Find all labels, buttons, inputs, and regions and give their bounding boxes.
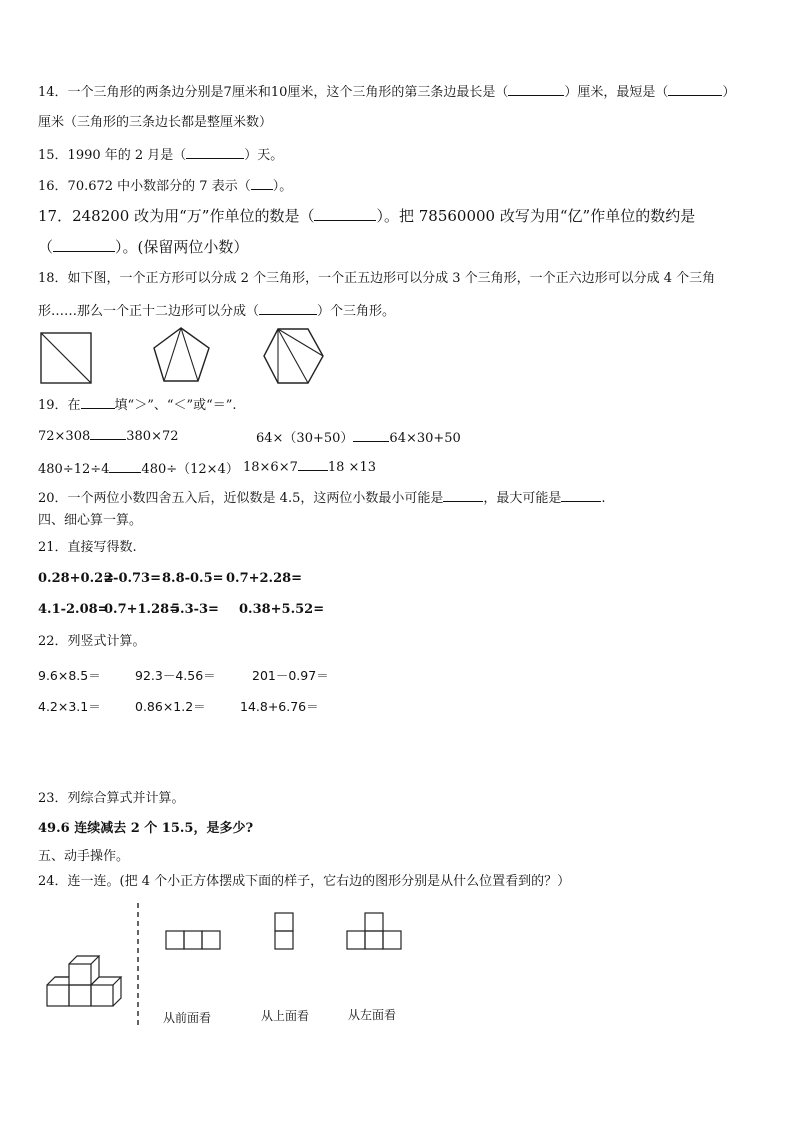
q14-blank-min[interactable]: [668, 83, 722, 96]
label-front-view[interactable]: 从前面看: [163, 1011, 212, 1025]
q14-line2: 厘米（三角形的三条边长都是整厘米数）: [38, 115, 273, 130]
left-view-figure[interactable]: [345, 911, 403, 951]
q19-item-1: 72×308 380×72: [38, 429, 179, 444]
q22-item[interactable]: 4.2×3.1＝: [38, 699, 101, 714]
square-divided-figure: [38, 330, 98, 388]
q19-blank-4[interactable]: [298, 458, 328, 471]
hexagon-divided-figure: [262, 326, 326, 388]
q23-title: 23．列综合算式并计算。: [38, 791, 185, 806]
q24-title: 24．连一连。(把 4 个小正方体摆成下面的样子，它右边的图形分别是从什么位置看到的？）: [38, 874, 571, 889]
q21-item[interactable]: 0.38+5.52=: [239, 602, 325, 617]
q21-item[interactable]: 0.7+2.28=: [226, 571, 303, 586]
q19-blank-1[interactable]: [90, 427, 126, 440]
q15-blank[interactable]: [186, 146, 244, 159]
q15: 15．1990 年的 2 月是（ ）天。: [38, 148, 284, 163]
q17-blank-yi[interactable]: [53, 239, 115, 252]
q17-blank-wan[interactable]: [314, 208, 376, 221]
q14-line1: 14．一个三角形的两条边分别是7厘米和10厘米，这个三角形的第三条边最长是（ ）厘米，最短是（ ）: [38, 85, 736, 100]
q23-problem: 49.6 连续减去 2 个 15.5，是多少?: [38, 821, 254, 836]
q21-item[interactable]: 8.8-0.5=: [162, 571, 224, 586]
q17-line2: （ ）。(保留两位小数）: [38, 238, 249, 256]
q21-title: 21．直接写得数.: [38, 540, 137, 555]
q19-blank-3[interactable]: [109, 460, 141, 473]
q18-line1: 18．如下图，一个正方形可以分成 2 个三角形，一个正五边形可以分成 3 个三角形，一个正六边形可以分成 4 个三角: [38, 271, 716, 286]
q21-item[interactable]: 0.28+0.2=: [38, 571, 115, 586]
q19-title-blank: [81, 396, 115, 409]
q19-title: 19．在 填“＞”、“＜”或“＝”.: [38, 398, 237, 413]
q22-item[interactable]: 14.8+6.76＝: [240, 699, 319, 714]
q20-blank-max[interactable]: [561, 489, 601, 502]
top-view-figure[interactable]: [273, 911, 295, 951]
q19-blank-2[interactable]: [353, 429, 389, 442]
q19-item-2: 64×（30+50） 64×30+50: [256, 431, 461, 446]
q20-blank-min[interactable]: [443, 489, 483, 502]
q18-blank[interactable]: [259, 302, 317, 315]
q14-blank-max[interactable]: [508, 83, 564, 96]
q22-item[interactable]: 0.86×1.2＝: [135, 699, 206, 714]
q22-item[interactable]: 201－0.97＝: [252, 668, 329, 683]
q19-item-4: 18×6×7 18 ×13: [243, 460, 376, 475]
label-top-view[interactable]: 从上面看: [261, 1009, 310, 1023]
q19-item-3: 480÷12÷4 480÷（12×4）: [38, 462, 239, 477]
q21-item[interactable]: 4.1-2.08=: [38, 602, 109, 617]
q21-item[interactable]: 5.3-3=: [171, 602, 219, 617]
q22-title: 22．列竖式计算。: [38, 634, 146, 649]
q18-line2: 形……那么一个正十二边形可以分成（ ）个三角形。: [38, 304, 396, 319]
section-4-heading: 四、细心算一算。: [38, 513, 143, 528]
q21-item[interactable]: 2-0.73=: [104, 571, 161, 586]
front-view-figure[interactable]: [164, 929, 222, 951]
q20: 20．一个两位小数四舍五入后，近似数是 4.5，这两位小数最小可能是 ，最大可能是 .: [38, 491, 606, 506]
cube-stack-figure: [44, 935, 126, 1010]
q22-item[interactable]: 92.3－4.56＝: [135, 668, 216, 683]
q17-line1: 17．248200 改为用“万”作单位的数是（ ）。把 78560000 改写为用“亿”作单位的数约是: [38, 207, 696, 225]
section-5-heading: 五、动手操作。: [38, 849, 130, 864]
pentagon-divided-figure: [152, 326, 214, 386]
q21-item[interactable]: 0.7+1.28=: [104, 602, 181, 617]
label-left-view[interactable]: 从左面看: [348, 1008, 397, 1022]
q16-blank[interactable]: [251, 177, 273, 190]
dashed-divider: [135, 903, 141, 1025]
q22-item[interactable]: 9.6×8.5＝: [38, 668, 101, 683]
q16: 16．70.672 中小数部分的 7 表示（ ）。: [38, 179, 293, 194]
